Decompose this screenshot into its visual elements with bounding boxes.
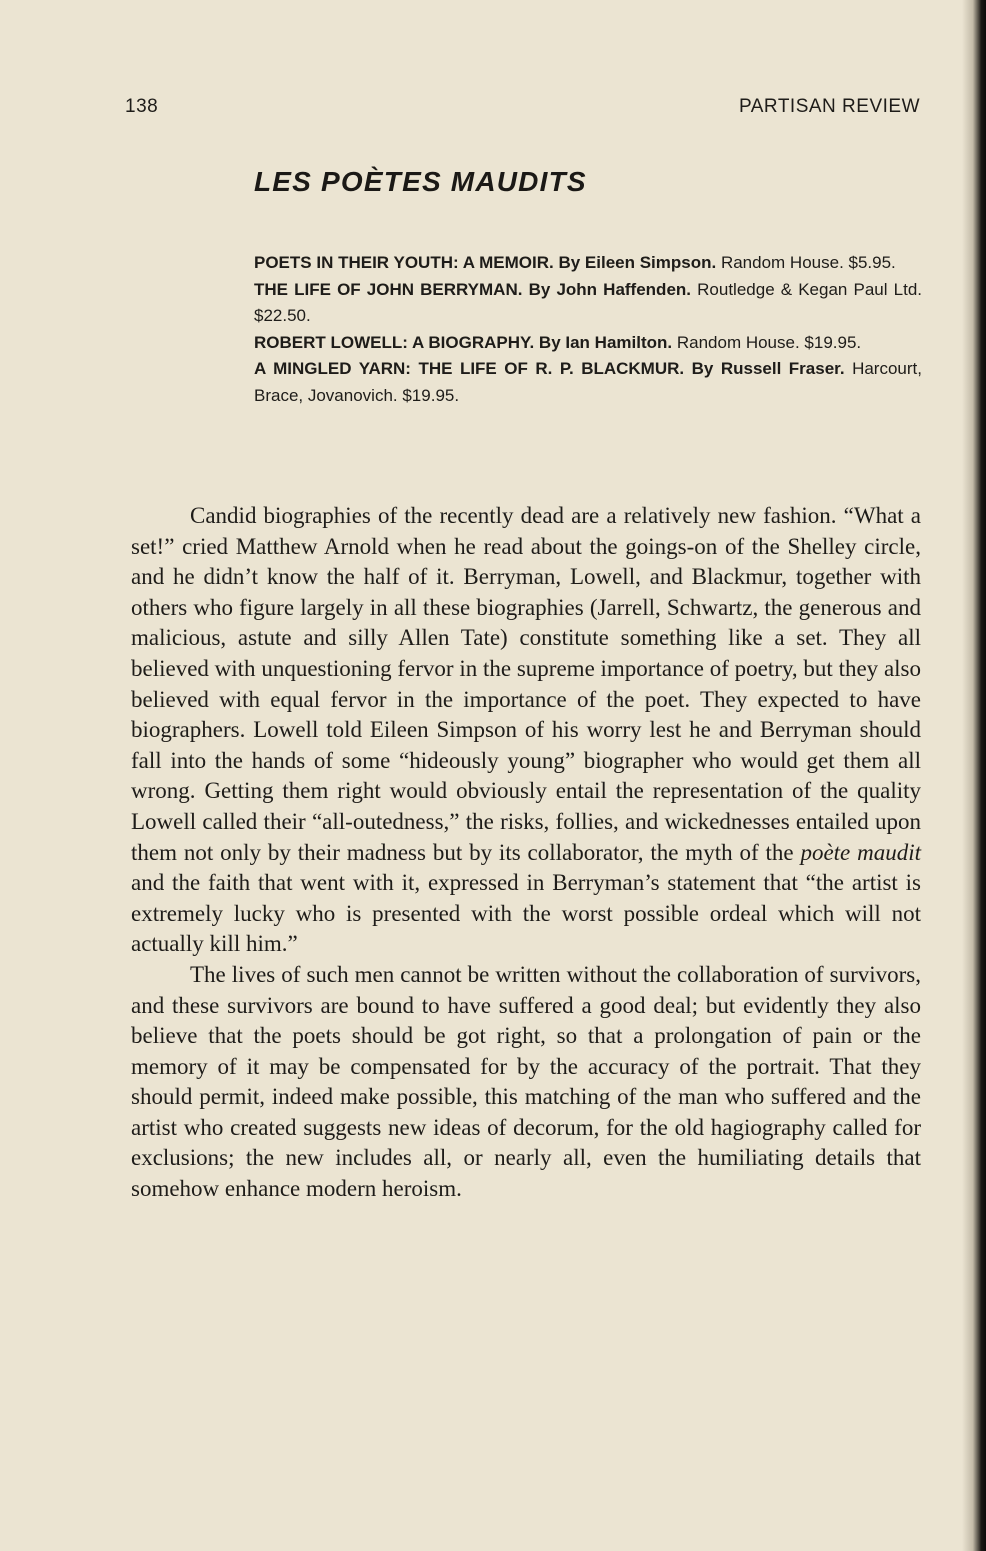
- paragraph-1-text-b: and the faith that went with it, expressed in Berryman’s statement that “the artist is extremely lucky who is presented with the worst possible ordeal which will not actually kill him.”: [131, 870, 921, 957]
- book-title: THE LIFE OF JOHN BERRYMAN.: [254, 279, 523, 299]
- book-title: A MINGLED YARN: THE LIFE OF R. P. BLACKMUR.: [254, 359, 685, 378]
- poete-maudit-italic: poète maudit: [800, 839, 921, 865]
- paragraph-1: [131, 501, 921, 960]
- book-publisher: Random House. $5.95.: [720, 253, 896, 272]
- book-author: By Eileen Simpson.: [558, 253, 717, 272]
- book-author: By Russell Fraser.: [691, 359, 845, 378]
- journal-name: PARTISAN REVIEW: [739, 96, 920, 117]
- book-title: POETS IN THEIR YOUTH: A MEMOIR.: [254, 253, 554, 272]
- book-author: By John Haffenden.: [528, 279, 692, 299]
- running-head: [125, 96, 920, 124]
- book-publisher: Routledge & Kegan Paul Ltd. $22.50.: [254, 279, 922, 325]
- book-entry: [254, 356, 922, 409]
- page-number: 138: [125, 96, 159, 117]
- book-entry: [254, 277, 922, 330]
- book-publisher: Random House. $19.95.: [676, 332, 862, 352]
- reviewed-books-list: [254, 250, 922, 409]
- book-entry: [254, 250, 922, 277]
- article-body: [131, 501, 921, 1205]
- book-publisher: Harcourt, Brace, Jovanovich. $19.95.: [254, 359, 922, 405]
- binding-shadow: [962, 0, 986, 1551]
- book-title: ROBERT LOWELL: A BIOGRAPHY.: [254, 332, 535, 352]
- article-title: LES POÈTES MAUDITS: [254, 166, 587, 197]
- paragraph-1-text-a: Candid biographies of the recently dead are a relatively new fashion. “What a set!” cried Matthew Arnold when he read about the goings-on of the Shelley circle, and he didn’t know the half of it. Berryman, Lowell, and Blackmur, together with others who figure largely in all these biographies (Jarrell, Schwartz, the generous and malicious, astute and silly Allen Tate) constitute something like a set. They all believed with unquestioning fervor in the supreme importance of poetry, but they also believed with equal fervor in the importance of the poet. They expected to have biographers. Lowell told Eileen Simpson of his worry lest he and Berryman should fall into the hands of some “hideously young” biographer who would get them all wrong. Getting them right would obviously entail the representation of the quality Lowell called their “all-outedness,” the risks, follies, and wickednesses entailed upon them not only by their madness but by its collaborator, the myth of the: [131, 503, 921, 865]
- paragraph-2: The lives of such men cannot be written without the collaboration of survivors, and these survivors are bound to have suffered a good deal; but evidently they also believe that the poets should be got right, so that a prolongation of pain or the memory of it may be compensated for by the accuracy of the portrait. That they should permit, indeed make possible, this matching of the man who suffered and the artist who created suggests new ideas of decorum, for the old hagiography called for exclusions; the new includes all, or nearly all, even the humiliating details that somehow enhance modern heroism.: [131, 961, 921, 1202]
- book-author: By Ian Hamilton.: [538, 332, 673, 352]
- book-entry: [254, 330, 922, 357]
